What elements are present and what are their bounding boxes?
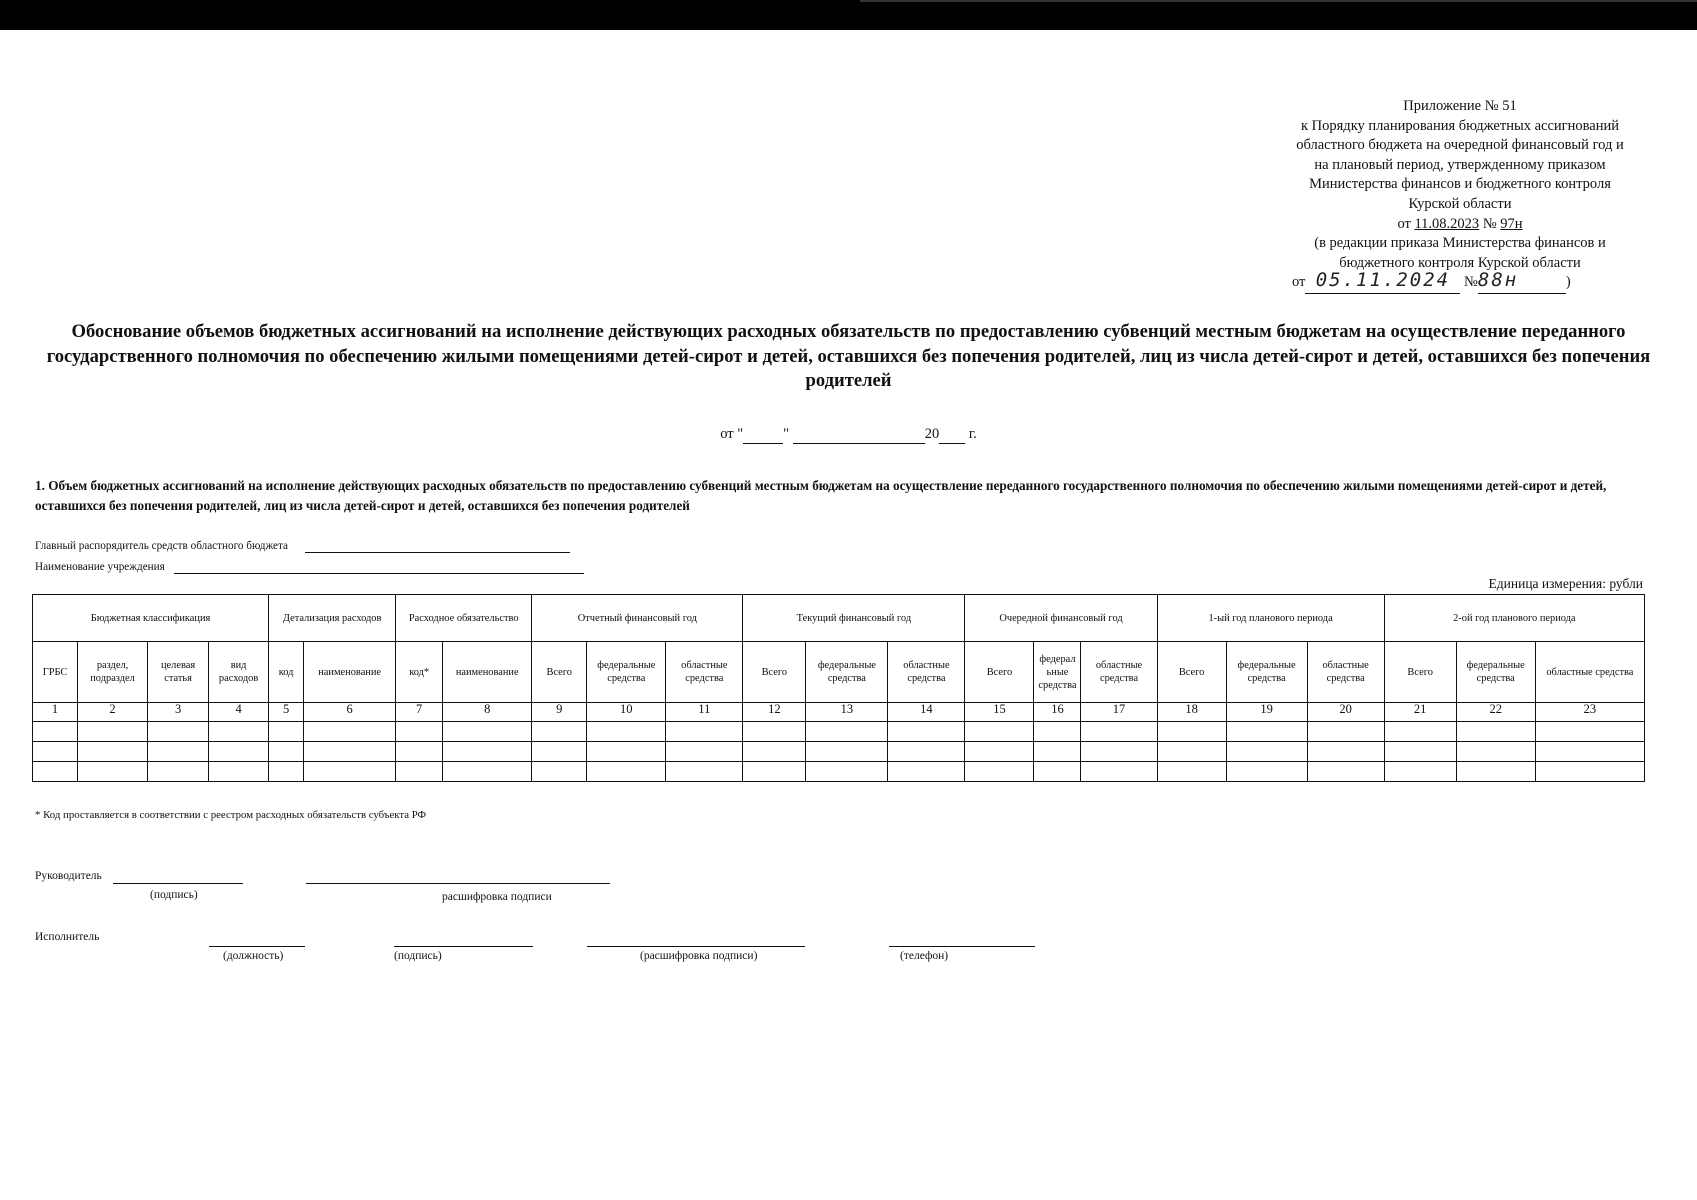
head-signature-line (113, 883, 243, 884)
institution-blank (174, 561, 584, 574)
phone-line (889, 946, 1035, 947)
column-header: Всего (965, 642, 1034, 703)
column-number: 18 (1157, 703, 1226, 722)
institution-line (35, 561, 584, 574)
column-number: 11 (666, 703, 743, 722)
column-header: Всего (1384, 642, 1456, 703)
column-header: областные средства (1535, 642, 1644, 703)
order-number: 97н (1500, 215, 1523, 232)
column-header: федеральные средства (587, 642, 666, 703)
head-label: Руководитель (35, 870, 102, 882)
grbs-blank (305, 540, 570, 553)
column-header: наименование (443, 642, 532, 703)
appendix-line: областного бюджета на очередной финансовый год и (1296, 137, 1624, 154)
footnote: * Код проставляется в соответствии с реестром расходных обязательств субъекта РФ (35, 809, 427, 821)
column-header: федеральные средства (1226, 642, 1307, 703)
column-header: областные средства (1307, 642, 1384, 703)
column-header: целевая статья (148, 642, 209, 703)
table-column-header-row (33, 642, 1645, 703)
column-number: 19 (1226, 703, 1307, 722)
appendix-line: Министерства финансов и бюджетного контроля (1309, 176, 1611, 193)
appropriations-table (32, 594, 1645, 782)
position-line (209, 946, 305, 947)
grbs-label: Главный распорядитель средств областного бюджета (35, 540, 289, 552)
column-number: 13 (806, 703, 888, 722)
handwritten-edit-number: 88н (1477, 269, 1519, 292)
column-number: 21 (1384, 703, 1456, 722)
column-header: областные средства (666, 642, 743, 703)
column-number: 14 (888, 703, 965, 722)
group-header: Текущий финансовый год (743, 595, 965, 642)
group-header: Детализация расходов (269, 595, 396, 642)
year-blank (939, 426, 965, 444)
column-number: 5 (269, 703, 304, 722)
appendix-line: к Порядку планирования бюджетных ассигнований (1301, 117, 1619, 134)
column-number: 12 (743, 703, 806, 722)
group-header: Расходное обязательство (396, 595, 532, 642)
column-number: 16 (1034, 703, 1081, 722)
executor-label: Исполнитель (35, 931, 100, 943)
table-row (33, 742, 1645, 762)
column-header: Всего (743, 642, 806, 703)
date-line: от " " 20 г. (720, 426, 977, 442)
column-header: наименование (304, 642, 396, 703)
column-number: 17 (1081, 703, 1157, 722)
appendix-line: на плановый период, утвержденному приказом (1314, 156, 1606, 173)
column-header: ГРБС (33, 642, 78, 703)
column-number: 7 (396, 703, 443, 722)
appendix-line: бюджетного контроля Курской области (1339, 254, 1581, 271)
column-header: код* (396, 642, 443, 703)
decoding-caption: (расшифровка подписи) (640, 950, 758, 962)
handwritten-edit-date: 05.11.2024 (1315, 269, 1451, 292)
column-number: 9 (532, 703, 587, 722)
column-number: 20 (1307, 703, 1384, 722)
column-number: 10 (587, 703, 666, 722)
column-header: федеральные средства (806, 642, 888, 703)
column-header: Всего (1157, 642, 1226, 703)
table-row (33, 762, 1645, 782)
scan-top-bar (0, 0, 1697, 30)
units-label: Единица измерения: рубли (1488, 576, 1643, 591)
month-blank (793, 426, 925, 444)
column-number-row (33, 703, 1645, 722)
order-reference: от 11.08.2023 № 97н (1397, 215, 1523, 232)
phone-caption: (телефон) (900, 950, 949, 962)
column-header: областные средства (1081, 642, 1157, 703)
signature-caption: (подпись) (394, 950, 442, 962)
column-number: 3 (148, 703, 209, 722)
edit-order-reference: от 05.11.2024 №88н ) (1240, 271, 1680, 297)
head-signature-caption: (подпись) (150, 889, 198, 901)
appendix-line: Приложение № 51 (1403, 98, 1517, 114)
grbs-line (35, 540, 570, 553)
column-header: федеральные средства (1456, 642, 1535, 703)
column-header: федерал ьные средства (1034, 642, 1081, 703)
order-date: 11.08.2023 (1414, 215, 1480, 232)
column-number: 4 (209, 703, 269, 722)
column-header: областные средства (888, 642, 965, 703)
column-number: 8 (443, 703, 532, 722)
position-caption: (должность) (223, 950, 284, 962)
appendix-line: (в редакции приказа Министерства финансов и (1314, 235, 1606, 252)
head-decoding-caption: расшифровка подписи (442, 891, 552, 903)
group-header: 2-ой год планового периода (1384, 595, 1644, 642)
column-number: 15 (965, 703, 1034, 722)
column-number: 23 (1535, 703, 1644, 722)
column-header: вид расходов (209, 642, 269, 703)
head-decoding-line (306, 883, 610, 884)
group-header: Бюджетная классификация (33, 595, 269, 642)
institution-label: Наименование учреждения (35, 561, 165, 573)
appendix-block (1240, 97, 1680, 297)
section-heading: 1. Объем бюджетных ассигнований на исполнение действующих расходных обязательств по предоставлению субвенций местным бюджетам на осуществление переданного государственного полномочия по обеспечению жилыми помещениями детей-сирот и детей, оставшихся без попечения родителей, лиц из числа детей-сирот и детей, оставшихся без попечения родителей (35, 478, 1607, 513)
decoding-line (587, 946, 805, 947)
appendix-line: Курской области (1408, 195, 1512, 212)
table-group-header-row (33, 595, 1645, 642)
group-header: Отчетный финансовый год (532, 595, 743, 642)
column-header: Всего (532, 642, 587, 703)
signature-line (394, 946, 533, 947)
document-title: Обоснование объемов бюджетных ассигнований на исполнение действующих расходных обязательств по предоставлению субвенций местным бюджетам на осуществление переданного государственного полномочия по обеспечению жилыми помещениями детей-сирот и детей, оставшихся без попечения родителей, лиц из числа детей-сирот и детей, оставшихся без попечения родителей (46, 321, 1651, 391)
column-number: 22 (1456, 703, 1535, 722)
column-header: раздел, подраздел (78, 642, 148, 703)
group-header: 1-ый год планового периода (1157, 595, 1384, 642)
table-row (33, 722, 1645, 742)
day-blank (743, 426, 783, 444)
group-header: Очередной финансовый год (965, 595, 1157, 642)
column-number: 1 (33, 703, 78, 722)
column-header: код (269, 642, 304, 703)
column-number: 2 (78, 703, 148, 722)
column-number: 6 (304, 703, 396, 722)
